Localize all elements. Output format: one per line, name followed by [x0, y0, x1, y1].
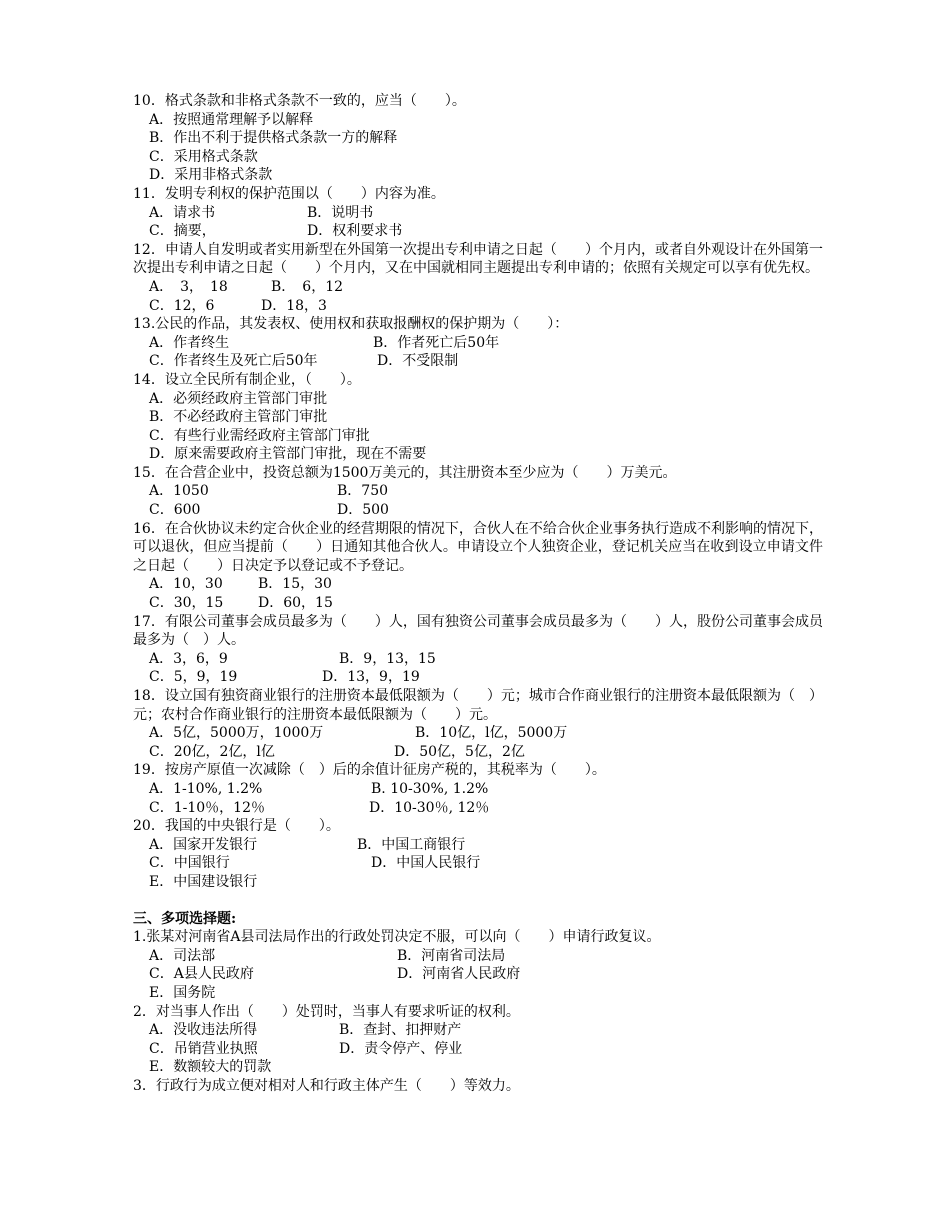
question-10-option-d: D．采用非格式条款 — [149, 167, 273, 184]
question-20-options-row-2 — [133, 854, 823, 873]
question-20-option-a: A．国家开发银行 — [149, 836, 258, 853]
question-17-options-row-2 — [133, 668, 823, 687]
question-13-stem: 13.公民的作品，其发表权、使用权和获取报酬权的保护期为（ ）： — [133, 316, 569, 333]
question-18-options-row-1 — [133, 724, 823, 743]
question-18-option-d: D．50亿，5亿，2亿 — [394, 743, 525, 760]
question-11-option-d: D．权利要求书 — [307, 223, 403, 240]
question-16-options-row-2 — [133, 594, 823, 613]
question-18-option-a: A．5亿，5000万，1000万 — [149, 725, 324, 742]
question-17-options-row-1 — [133, 650, 823, 669]
question-14-option-c: C．有些行业需经政府主管部门审批 — [149, 427, 370, 444]
question-13-option-d: D．不受限制 — [377, 353, 459, 370]
question-20-option-c: C．中国银行 — [149, 855, 230, 872]
multi-question-1-option-e: E．国务院 — [149, 984, 216, 1001]
question-19-option-b: B. 10-30%, 1.2% — [371, 780, 489, 797]
question-10-stem: 10．格式条款和非格式条款不一致的，应当（ ）。 — [133, 93, 466, 109]
question-12-options-row-2 — [133, 297, 823, 316]
multi-question-2-option-a: A．没收违法所得 — [149, 1022, 258, 1039]
question-10-option-b: B．作出不利于提供格式条款一方的解释 — [149, 130, 398, 147]
question-13-options-row-2 — [133, 352, 823, 371]
question-14-option-b: B．不必经政府主管部门审批 — [149, 409, 328, 426]
question-15-option-d: D．500 — [337, 502, 389, 519]
question-17-option-b: B．9，13，15 — [339, 650, 436, 667]
question-16-option-b: B．15，30 — [258, 576, 332, 593]
multi-question-2-option-e: E．数额较大的罚款 — [149, 1059, 272, 1076]
multi-question-2-options-row-1 — [133, 1021, 823, 1040]
multi-question-2-options-row-2 — [133, 1040, 823, 1059]
question-17-stem: 17．有限公司董事会成员最多为（ ）人，国有独资公司董事会成员最多为（ ）人，股份公司董事会成员最多为（ ）人。 — [133, 613, 823, 649]
question-11-option-b: B．说明书 — [307, 204, 374, 221]
question-11-options-row-2 — [133, 222, 823, 241]
multi-question-2-option-b: B．查封、扣押财产 — [339, 1022, 462, 1039]
multi-question-2-stem: 2．对当事人作出（ ）处罚时，当事人有要求听证的权利。 — [133, 1003, 520, 1020]
question-16-stem: 16．在合伙协议未约定合伙企业的经营期限的情况下，合伙人在不给合伙企业事务执行造成不利影响的情况下，可以退伙，但应当提前（ ）日通知其他合伙人。申请设立个人独资企业，登记机关应当在收到设立申请文件之日起（ ）日决定予以登记或不予登记。 — [133, 520, 823, 574]
question-20-option-e: E．中国建设银行 — [149, 873, 258, 890]
question-10-option-a: A．按照通常理解予以解释 — [149, 111, 314, 128]
question-14-option-d: D．原来需要政府主管部门审批，现在不需要 — [149, 446, 427, 463]
question-18-stem: 18．设立国有独资商业银行的注册资本最低限额为（ ）元；城市合作商业银行的注册资本最低限额为（ ）元；农村合作商业银行的注册资本最低限额为（ ）元。 — [133, 688, 823, 723]
question-20-stem: 20．我国的中央银行是（ ）。 — [133, 818, 340, 835]
question-12-option-a: A． 3， 18 — [149, 278, 228, 295]
question-11-options-row-1 — [133, 204, 823, 223]
exam-page — [133, 92, 823, 1095]
question-19-option-a: A．1-10%, 1.2% — [149, 780, 263, 797]
question-12-option-c: C．12，6 — [149, 297, 215, 314]
multi-question-1-option-a: A．司法部 — [149, 947, 216, 964]
question-11-stem: 11．发明专利权的保护范围以（ ）内容为准。 — [133, 185, 445, 202]
section-spacer — [133, 892, 823, 910]
question-12-stem: 12．申请人自发明或者实用新型在外国第一次提出专利申请之日起（ ）个月内，或者自外观设计在外国第一次提出专利申请之日起（ ）个月内，又在中国就相同主题提出专利申请的；依照有关规定可以享有优先权。 — [133, 241, 823, 277]
multi-question-1-option-b: B．河南省司法局 — [397, 947, 506, 964]
question-14-stem: 14．设立全民所有制企业，（ ）。 — [133, 371, 361, 388]
question-19-option-c: C．1-10％，12％ — [149, 799, 265, 816]
question-15-option-a: A．1050 — [149, 483, 209, 500]
multi-question-2-option-c: C．吊销营业执照 — [149, 1040, 258, 1057]
question-20-options-row-1 — [133, 836, 823, 855]
question-17-option-c: C．5，9，19 — [149, 669, 238, 686]
question-13-option-b: B．作者死亡后50年 — [373, 334, 500, 351]
multi-question-1-option-c: C．A县人民政府 — [149, 966, 254, 983]
question-18-option-b: B．10亿，l亿，5000万 — [415, 725, 568, 742]
section-heading-multiple-choice: 三、多项选择题: — [133, 910, 237, 927]
question-18-option-c: C．20亿，2亿，l亿 — [149, 743, 275, 760]
question-17-option-a: A．3，6，9 — [149, 650, 228, 667]
question-17-option-d: D．13，9，19 — [322, 669, 420, 686]
multi-question-1-options-row-2 — [133, 965, 823, 984]
question-10-option-c: C．采用格式条款 — [149, 148, 258, 165]
question-11-option-a: A．请求书 — [149, 204, 216, 221]
question-19-stem: 19．按房产原值一次减除（ ）后的余值计征房产税的，其税率为（ ）。 — [133, 762, 606, 779]
question-11-option-c: C．摘要， — [149, 223, 216, 240]
multi-question-1-options-row-1 — [133, 947, 823, 966]
question-15-option-b: B．750 — [337, 483, 389, 500]
question-19-option-d: D．10-30％, 12％ — [369, 799, 490, 816]
question-12-option-b: B． 6，12 — [271, 278, 344, 295]
multi-question-3-stem: 3．行政行为成立便对相对人和行政主体产生（ ）等效力。 — [133, 1077, 520, 1094]
question-20-option-d: D．中国人民银行 — [371, 855, 481, 872]
question-16-option-d: D．60，15 — [258, 595, 333, 612]
multi-question-2-option-d: D．责令停产、停业 — [339, 1040, 463, 1057]
question-19-options-row-2 — [133, 799, 823, 818]
question-13-option-a: A．作者终生 — [149, 334, 230, 351]
question-16-option-a: A．10，30 — [149, 576, 223, 593]
question-16-option-c: C．30，15 — [149, 595, 224, 612]
question-15-options-row-1 — [133, 482, 823, 501]
question-18-options-row-2 — [133, 743, 823, 762]
question-13-option-c: C．作者终生及死亡后50年 — [149, 353, 318, 370]
question-15-options-row-2 — [133, 501, 823, 520]
question-12-options-row-1 — [133, 278, 823, 297]
question-16-options-row-1 — [133, 575, 823, 594]
multi-question-1-stem: 1.张某对河南省A县司法局作出的行政处罚决定不服，可以向（ ）申请行政复议。 — [133, 929, 661, 946]
question-14-option-a: A．必须经政府主管部门审批 — [149, 390, 328, 407]
question-13-options-row-1 — [133, 334, 823, 353]
multi-question-1-option-d: D．河南省人民政府 — [397, 966, 521, 983]
question-15-stem: 15．在合营企业中，投资总额为1500万美元的，其注册资本至少应为（ ）万美元。 — [133, 464, 677, 481]
question-15-option-c: C．600 — [149, 502, 201, 519]
question-12-option-d: D．18，3 — [261, 297, 327, 314]
question-19-options-row-1 — [133, 780, 823, 799]
question-20-option-b: B．中国工商银行 — [357, 836, 466, 853]
